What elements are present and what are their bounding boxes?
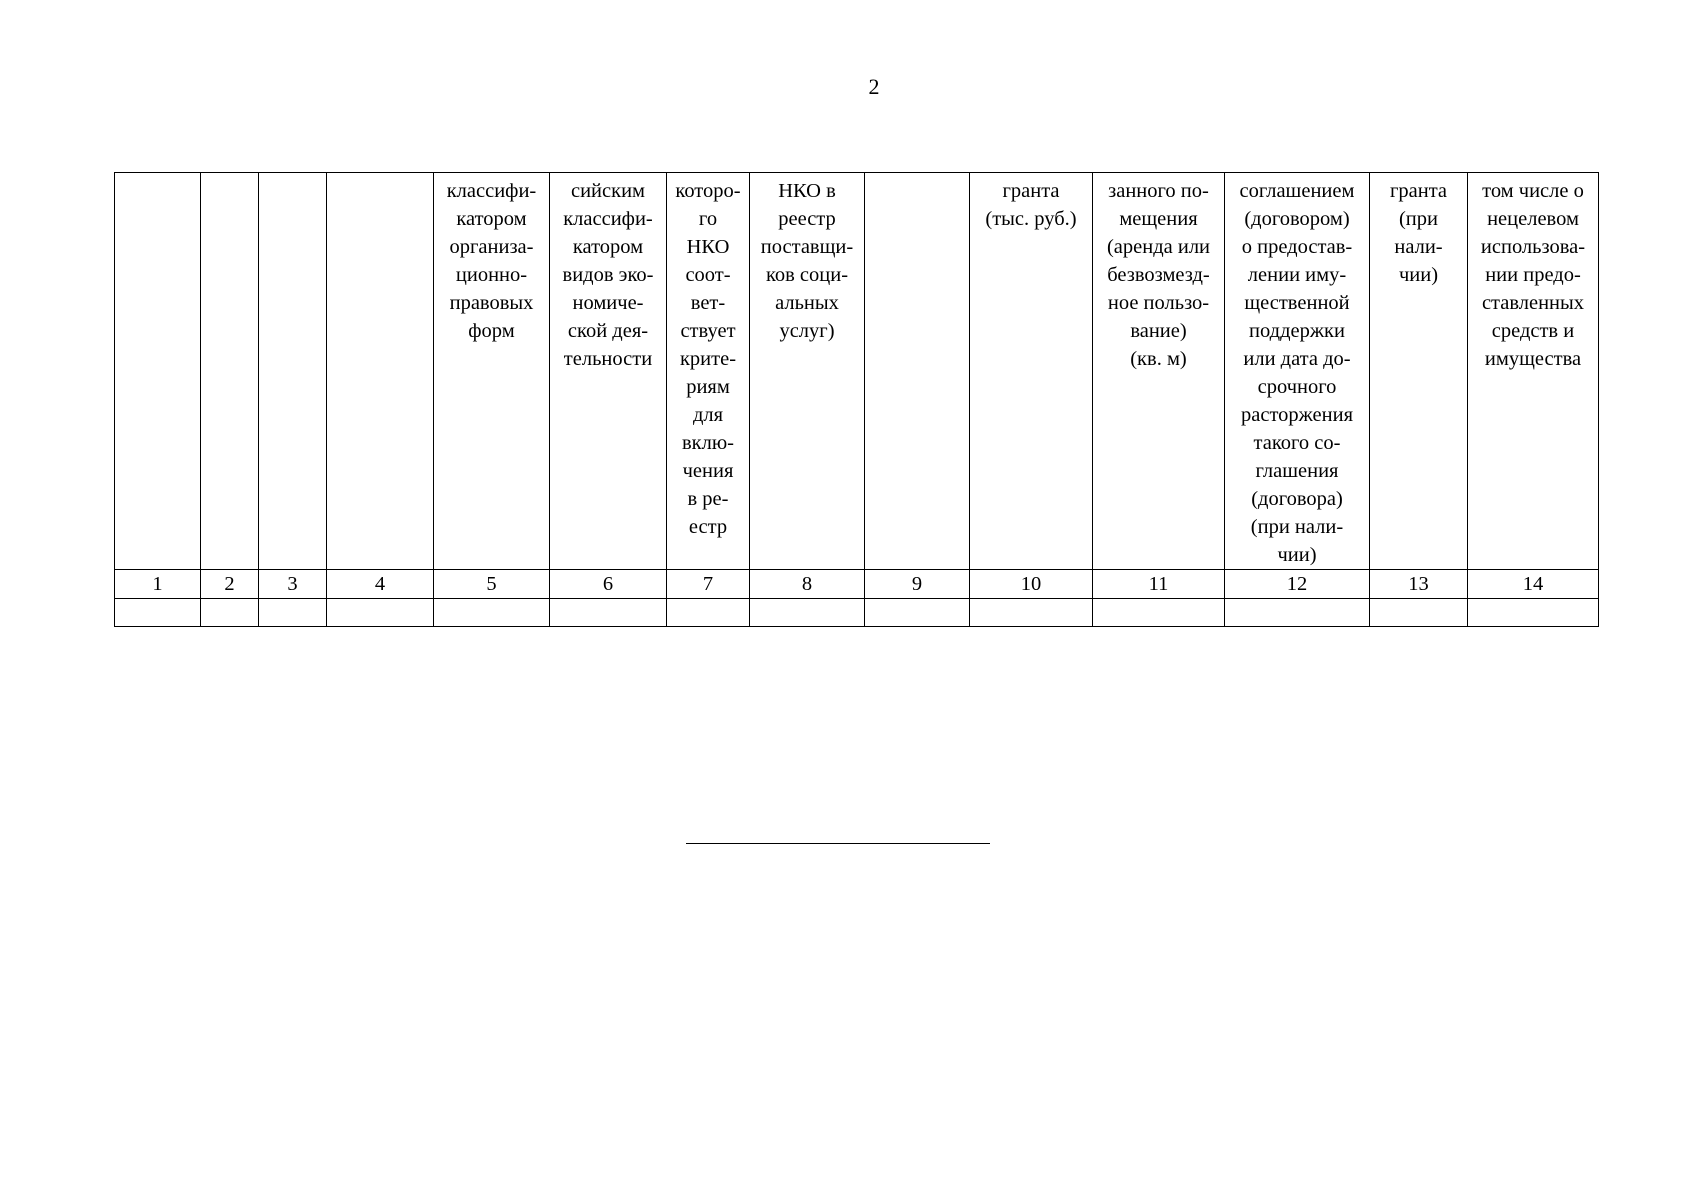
table-header-row bbox=[115, 173, 1599, 570]
header-text-line: вклю- bbox=[681, 432, 734, 454]
header-text-line: мещения bbox=[1119, 208, 1198, 230]
table-cell bbox=[1225, 599, 1370, 627]
header-text-line: НКО в bbox=[778, 180, 836, 202]
header-text-line: имущества bbox=[1484, 348, 1582, 370]
header-cell-11 bbox=[1093, 173, 1225, 570]
header-text-line: (кв. м) bbox=[1130, 348, 1187, 370]
header-cell-3 bbox=[259, 173, 327, 570]
header-text-line: (договором) bbox=[1244, 208, 1350, 230]
header-text-line: (при нали- bbox=[1250, 516, 1344, 538]
header-text-line: классифи- bbox=[446, 180, 537, 202]
table-cell bbox=[115, 599, 201, 627]
header-text-line: расторжения bbox=[1241, 404, 1353, 426]
header-text-line: сийским bbox=[570, 180, 646, 202]
header-text-line: катором bbox=[456, 208, 527, 230]
table-cell bbox=[327, 599, 434, 627]
header-text-line: вет- bbox=[690, 292, 726, 314]
header-text-line: риям bbox=[686, 376, 730, 398]
table-cell bbox=[667, 599, 750, 627]
header-text-line: использова- bbox=[1480, 236, 1586, 258]
header-text-line: соот- bbox=[685, 264, 731, 286]
header-text-line: для bbox=[692, 404, 724, 426]
page-number: 2 bbox=[868, 74, 880, 99]
column-number: 13 bbox=[1370, 570, 1468, 599]
header-cell-14 bbox=[1468, 173, 1599, 570]
header-text-line: поддержки bbox=[1249, 320, 1345, 342]
header-text-line: или дата до- bbox=[1243, 348, 1351, 370]
header-cell-6 bbox=[550, 173, 667, 570]
header-text-line: (при bbox=[1398, 208, 1439, 230]
header-text-line: срочного bbox=[1257, 376, 1337, 398]
column-number: 9 bbox=[865, 570, 970, 599]
header-text-line: услуг) bbox=[779, 320, 835, 342]
header-text-line: соглашением bbox=[1239, 180, 1355, 202]
header-cell-5 bbox=[434, 173, 550, 570]
header-text-line: в ре- bbox=[687, 488, 729, 510]
header-text-line: тельности bbox=[563, 348, 653, 370]
column-number: 4 bbox=[327, 570, 434, 599]
header-text-line: средств и bbox=[1491, 320, 1575, 342]
header-text-line: нецелевом bbox=[1487, 208, 1579, 230]
header-text-line: лении иму- bbox=[1247, 264, 1347, 286]
header-cell-2 bbox=[201, 173, 259, 570]
table-cell bbox=[750, 599, 865, 627]
header-text-line: ное пользо- bbox=[1107, 292, 1210, 314]
header-text-line: реестр bbox=[778, 208, 836, 230]
header-text-line: ствует bbox=[680, 320, 736, 342]
header-text-line: ционно- bbox=[455, 264, 528, 286]
header-text-line: ской дея- bbox=[567, 320, 649, 342]
header-text-line: НКО bbox=[686, 236, 730, 258]
table-cell bbox=[259, 599, 327, 627]
header-text-line: го bbox=[698, 208, 718, 230]
header-text-line: естр bbox=[688, 516, 728, 538]
column-number: 3 bbox=[259, 570, 327, 599]
column-number: 12 bbox=[1225, 570, 1370, 599]
registry-table bbox=[114, 172, 1599, 627]
header-cell-10 bbox=[970, 173, 1093, 570]
table-cell bbox=[865, 599, 970, 627]
header-cell-1 bbox=[115, 173, 201, 570]
header-text-line: организа- bbox=[449, 236, 534, 258]
column-number: 11 bbox=[1093, 570, 1225, 599]
header-cell-8 bbox=[750, 173, 865, 570]
header-cell-4 bbox=[327, 173, 434, 570]
column-number: 2 bbox=[201, 570, 259, 599]
table-cell bbox=[550, 599, 667, 627]
header-text-line: ков соци- bbox=[765, 264, 849, 286]
header-text-line: гранта bbox=[1002, 180, 1060, 202]
column-number: 1 bbox=[115, 570, 201, 599]
header-text-line: глашения bbox=[1255, 460, 1339, 482]
header-text-line: занного по- bbox=[1108, 180, 1209, 202]
header-text-line: том числе о bbox=[1482, 180, 1584, 202]
header-text-line: которо- bbox=[675, 180, 741, 202]
header-text-line: чии) bbox=[1277, 544, 1317, 566]
column-number: 5 bbox=[434, 570, 550, 599]
header-text-line: форм bbox=[468, 320, 515, 342]
header-text-line: чения bbox=[682, 460, 734, 482]
header-text-line: (аренда или bbox=[1106, 236, 1211, 258]
header-text-line: видов эко- bbox=[562, 264, 654, 286]
header-text-line: нии предо- bbox=[1485, 264, 1581, 286]
table-row bbox=[115, 599, 1599, 627]
table-cell bbox=[1468, 599, 1599, 627]
header-text-line: (договора) bbox=[1251, 488, 1343, 510]
column-number: 6 bbox=[550, 570, 667, 599]
header-text-line: катором bbox=[572, 236, 644, 258]
signature-line bbox=[686, 843, 990, 844]
header-cell-13 bbox=[1370, 173, 1468, 570]
header-text-line: вание) bbox=[1130, 320, 1187, 342]
table-cell bbox=[434, 599, 550, 627]
column-number: 7 bbox=[667, 570, 750, 599]
header-cell-12 bbox=[1225, 173, 1370, 570]
header-text-line: такого со- bbox=[1253, 432, 1341, 454]
header-text-line: нали- bbox=[1394, 236, 1443, 258]
column-number: 14 bbox=[1468, 570, 1599, 599]
header-text-line: поставщи- bbox=[760, 236, 854, 258]
column-number: 10 bbox=[970, 570, 1093, 599]
header-text-line: щественной bbox=[1244, 292, 1350, 314]
header-text-line: номиче- bbox=[572, 292, 644, 314]
table-cell bbox=[1370, 599, 1468, 627]
header-text-line: классифи- bbox=[563, 208, 653, 230]
header-text-line: ставленных bbox=[1481, 292, 1585, 314]
table-cell bbox=[1093, 599, 1225, 627]
header-cell-9 bbox=[865, 173, 970, 570]
header-text-line: правовых bbox=[449, 292, 534, 314]
header-text-line: (тыс. руб.) bbox=[985, 208, 1077, 230]
table-cell bbox=[970, 599, 1093, 627]
header-text-line: безвозмезд- bbox=[1107, 264, 1210, 286]
table-cell bbox=[201, 599, 259, 627]
column-number-row bbox=[115, 570, 1599, 599]
header-cell-7 bbox=[667, 173, 750, 570]
header-text-line: крите- bbox=[679, 348, 737, 370]
header-text-line: альных bbox=[775, 292, 839, 314]
header-text-line: чии) bbox=[1398, 264, 1439, 286]
column-number: 8 bbox=[750, 570, 865, 599]
header-text-line: гранта bbox=[1389, 180, 1448, 202]
header-text-line: о предостав- bbox=[1241, 236, 1353, 258]
